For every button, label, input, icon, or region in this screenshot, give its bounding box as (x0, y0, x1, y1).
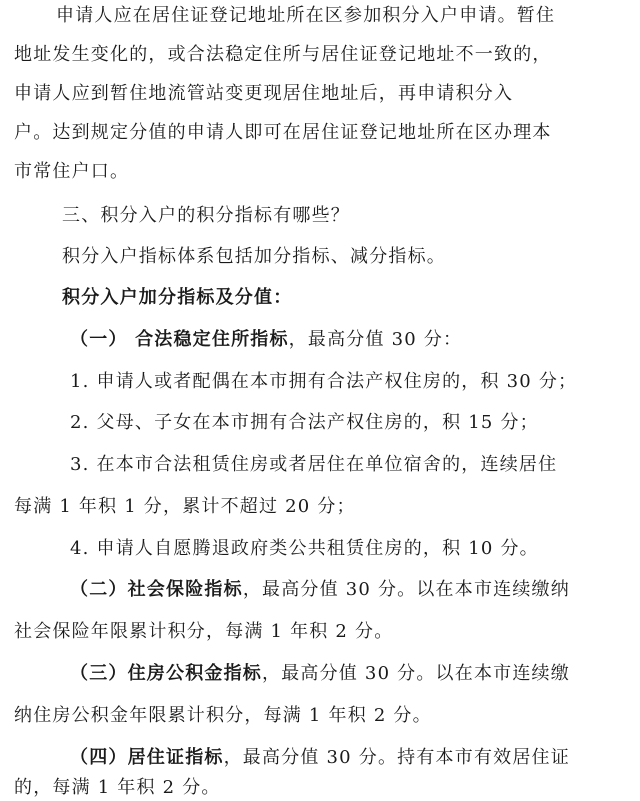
item-heading-line (70, 577, 570, 603)
item-heading-bold: （一） 合法稳定住所指标 (70, 329, 289, 350)
paragraph-line: 积分入户指标体系包括加分指标、减分指标。 (62, 246, 446, 267)
item-heading-line (70, 745, 570, 771)
item-heading-rest: ，最高分值 30 分。以在本市连续缴 (262, 663, 570, 684)
item-heading-rest: ，最高分值 30 分。以在本市连续缴纳 (242, 579, 570, 600)
list-item: 4. 申请人自愿腾退政府类公共租赁住房的，积 10 分。 (70, 538, 539, 559)
list-item: 2. 父母、子女在本市拥有合法产权住房的，积 15 分； (70, 412, 539, 433)
list-item-continuation: 每满 1 年积 1 分，累计不超过 20 分； (14, 496, 356, 517)
paragraph-line: 地址发生变化的，或合法稳定住所与居住证登记地址不一致的， (14, 44, 552, 65)
list-item: 3. 在本市合法租赁住房或者居住在单位宿舍的，连续居住 (70, 454, 558, 475)
item-heading-bold: （三）住房公积金指标 (70, 663, 262, 684)
section-heading: 三、积分入户的积分指标有哪些？ (62, 205, 350, 226)
item-heading-rest: ，最高分值 30 分： (288, 329, 463, 350)
paragraph-line: 户。达到规定分值的申请人即可在居住证登记地址所在区办理本 (14, 122, 552, 143)
paragraph-line: 市常住户口。 (14, 161, 130, 182)
list-item: 1. 申请人或者配偶在本市拥有合法产权住房的，积 30 分； (70, 371, 578, 392)
item-heading-line (70, 661, 570, 687)
item-heading-bold: （四）居住证指标 (70, 747, 224, 768)
item-heading-rest: ，最高分值 30 分。持有本市有效居住证 (223, 747, 570, 768)
subheading: 积分入户加分指标及分值： (62, 287, 293, 308)
paragraph-line: 社会保险年限累计积分，每满 1 年积 2 分。 (14, 621, 394, 642)
paragraph-line: 的，每满 1 年积 2 分。 (14, 777, 221, 798)
paragraph-line: 申请人应在居住证登记地址所在区参加积分入户申请。暂住 (56, 5, 556, 26)
item-heading-bold: （二）社会保险指标 (70, 579, 243, 600)
paragraph-line: 纳住房公积金年限累计积分，每满 1 年积 2 分。 (14, 705, 432, 726)
paragraph-line: 申请人应到暂住地流管站变更现居住地址后，再申请积分入 (14, 83, 514, 104)
item-heading-line (70, 327, 462, 353)
